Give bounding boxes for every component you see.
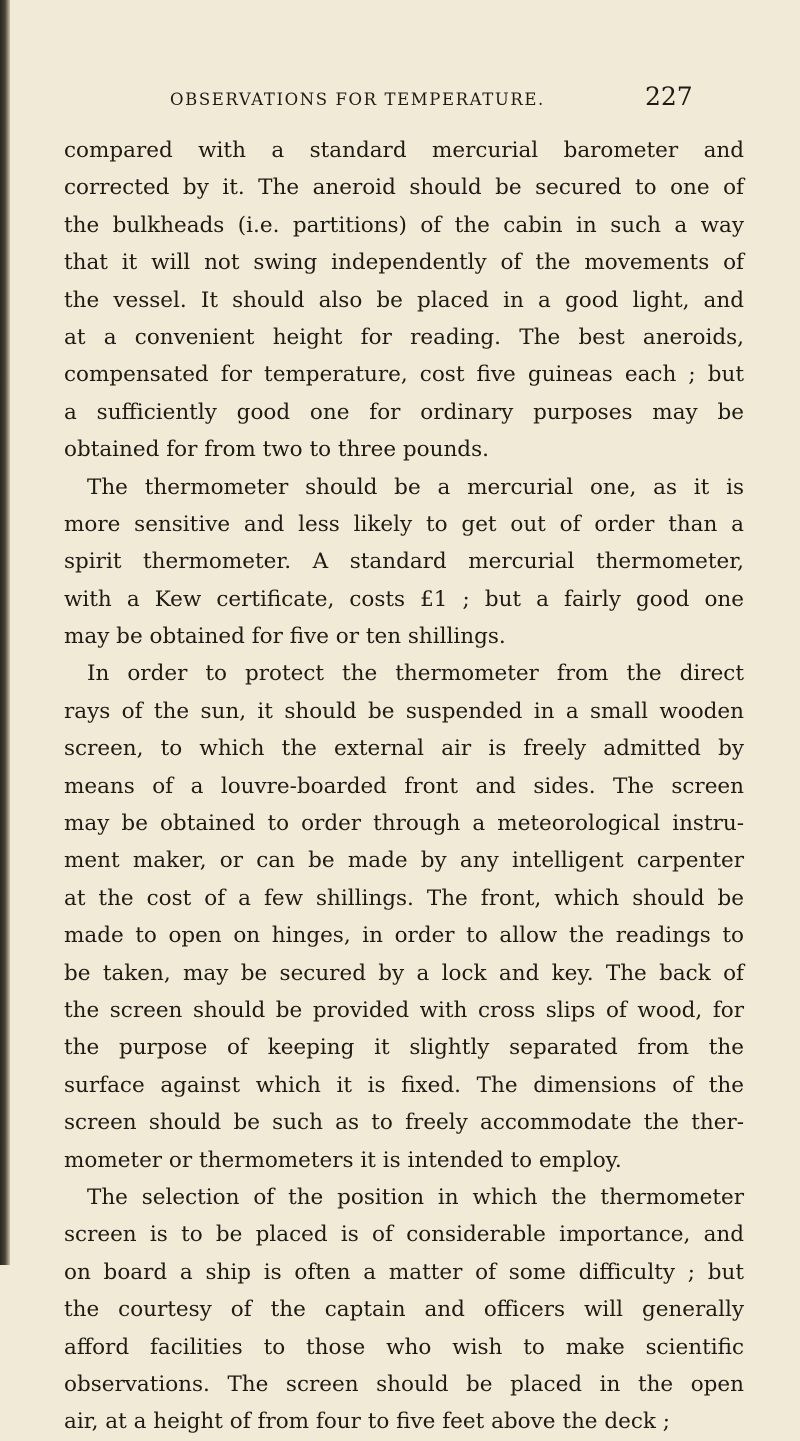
text-line: at the cost of a few shillings. The front, which should be — [64, 885, 744, 911]
text-line: The selection of the position in which the thermometer — [87, 1184, 744, 1210]
text-line: mometer or thermometers it is intended to employ. — [64, 1147, 622, 1173]
page-binding-edge — [0, 0, 10, 1265]
text-line: surface against which it is fixed. The dimensions of the — [64, 1072, 744, 1098]
text-line: corrected by it. The aneroid should be secured to one of — [64, 175, 744, 201]
text-line: air, at a height of from four to five feet above the deck ; — [64, 1409, 670, 1435]
page-number: 227 — [645, 82, 693, 111]
text-line: screen, to which the external air is freely admitted by — [64, 736, 744, 762]
text-line: may be obtained to order through a meteorological instru- — [64, 811, 744, 837]
text-line: more sensitive and less likely to get out of order than a — [64, 511, 744, 537]
text-line: ment maker, or can be made by any intelligent carpenter — [64, 848, 744, 874]
text-line: at a convenient height for reading. The best aneroids, — [64, 324, 744, 350]
body-text — [64, 132, 744, 1441]
text-line: the courtesy of the captain and officers will generally — [64, 1297, 744, 1323]
text-line: the purpose of keeping it slightly separated from the — [64, 1035, 744, 1061]
text-line: The thermometer should be a mercurial one, as it is — [87, 474, 744, 500]
text-line: a sufficiently good one for ordinary purposes may be — [64, 399, 744, 425]
text-line: afford facilities to those who wish to make scientific — [64, 1334, 744, 1360]
text-line: screen is to be placed is of considerable importance, and — [64, 1222, 744, 1248]
text-line: obtained for from two to three pounds. — [64, 437, 489, 463]
text-line: spirit thermometer. A standard mercurial thermometer, — [64, 549, 744, 575]
text-line: compared with a standard mercurial barometer and — [64, 138, 744, 163]
text-line: may be obtained for five or ten shillings. — [64, 624, 506, 650]
text-line: compensated for temperature, cost five guineas each ; but — [64, 362, 744, 388]
text-line: rays of the sun, it should be suspended in a small wooden — [64, 698, 744, 724]
text-line: screen should be such as to freely accommodate the ther- — [64, 1110, 744, 1136]
running-head — [0, 82, 800, 118]
text-line: means of a louvre-boarded front and sides. The screen — [64, 773, 744, 799]
text-line: the bulkheads (i.e. partitions) of the cabin in such a way — [64, 212, 744, 238]
text-line: be taken, may be secured by a lock and key. The back of — [64, 960, 744, 986]
text-line: observations. The screen should be placed in the open — [64, 1371, 744, 1397]
text-line: with a Kew certificate, costs £1 ; but a fairly good one — [64, 586, 744, 612]
text-line: made to open on hinges, in order to allow the readings to — [64, 923, 744, 949]
running-title: OBSERVATIONS FOR TEMPERATURE. — [170, 90, 545, 109]
text-line: the vessel. It should also be placed in a good light, and — [64, 287, 744, 313]
text-line: that it will not swing independently of the movements of — [64, 250, 744, 276]
text-line: In order to protect the thermometer from the direct — [87, 661, 744, 687]
text-line: the screen should be provided with cross slips of wood, for — [64, 997, 744, 1023]
text-line: on board a ship is often a matter of some difficulty ; but — [64, 1259, 744, 1285]
